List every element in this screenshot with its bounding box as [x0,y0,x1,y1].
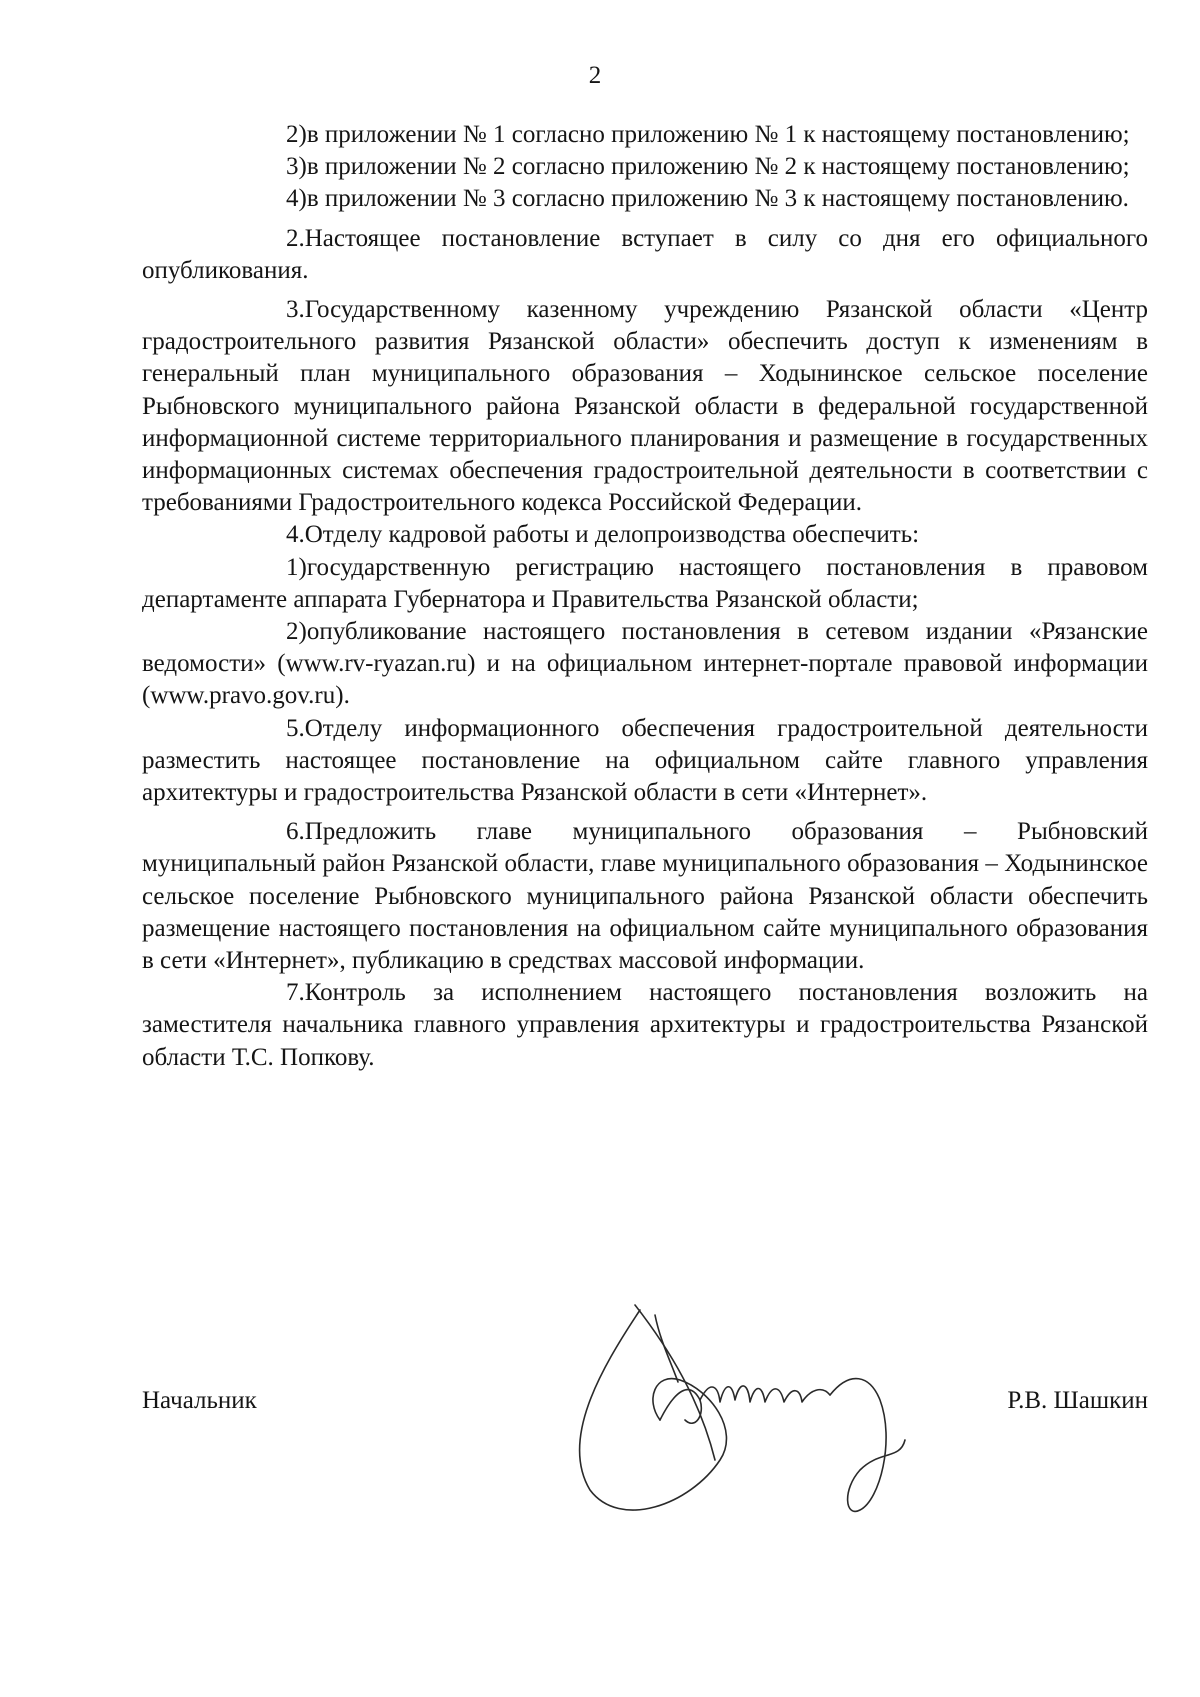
item-text: в приложении № 1 согласно приложению № 1 к настоящему постановлению; [306,121,1130,148]
item-text: Государственному казенному учреждению Рязанской области «Центр градостроительного развития Рязанской области» обеспечить доступ к изменениям в генеральный план муниципального образования – Ходынинское сельское поселение Рыбновского муниципального района Рязанской области в федеральной государственной информационной системе территориального планирования и размещение в государственных информационных системах обеспечения градостроительной деятельности в соответствии с требованиями Градостроительного кодекса Российской Федерации. [142,296,1148,517]
list-item [142,151,1148,183]
document-body [142,119,1148,1074]
item-number: 4) [286,185,307,213]
paragraph [142,519,1148,551]
list-item [142,183,1148,215]
item-text: Контроль за исполнением настоящего постановления возложить на заместителя начальника главного управления архитектуры и градостроительства Рязанской области Т.С. Попкову. [142,979,1148,1071]
item-text: государственную регистрацию настоящего постановления в правовом департаменте аппарата Губернатора и Правительства Рязанской области; [142,553,1148,613]
item-text: Настоящее постановление вступает в силу со дня его официального опубликования. [142,224,1148,284]
paragraph [142,294,1148,519]
item-text: Предложить главе муниципального образования – Рыбновский муниципальный район Рязанской области, главе муниципального образования – Ходынинское сельское поселение Рыбновского муниципального района Рязанской области обеспечить размещение настоящего постановления на официальном сайте муниципального образования в сети «Интернет», публикацию в средствах массовой информации. [142,818,1148,975]
item-text: в приложении № 3 согласно приложению № 3 к настоящему постановлению. [306,185,1129,213]
paragraph [142,223,1148,287]
list-item [142,616,1148,713]
signatory-title: Начальник [142,1387,257,1414]
item-number: 6. [286,818,305,846]
item-number: 2. [286,224,305,252]
paragraph [142,977,1148,1074]
item-text: опубликование настоящего постановления в сетевом издании «Рязанские ведомости» (www.rv-ryazan.ru) и на официальном интернет-портале правовой информации (www.pravo.gov.ru). [142,618,1148,710]
signatory-name: Р.В. Шашкин [1007,1387,1148,1414]
item-number: 4. [286,521,305,549]
item-number: 5. [286,714,305,742]
item-text: Отделу кадровой работы и делопроизводства обеспечить: [304,521,920,549]
list-item [142,119,1148,151]
item-number: 1) [286,553,307,581]
handwritten-signature [560,1290,960,1530]
item-number: 3. [286,296,305,324]
item-text: в приложении № 2 согласно приложению № 2 к настоящему постановлению; [306,153,1130,181]
item-number: 2) [286,618,307,646]
paragraph [142,713,1148,810]
list-item [142,552,1148,616]
page-number: 2 [588,62,602,89]
item-number: 2) [286,121,307,148]
item-number: 7. [286,979,305,1007]
item-text: Отделу информационного обеспечения градостроительной деятельности разместить настоящее постановление на официальном сайте главного управления архитектуры и градостроительства Рязанской области в сети «Интернет». [142,714,1148,807]
item-number: 3) [286,153,307,181]
paragraph [142,816,1148,977]
